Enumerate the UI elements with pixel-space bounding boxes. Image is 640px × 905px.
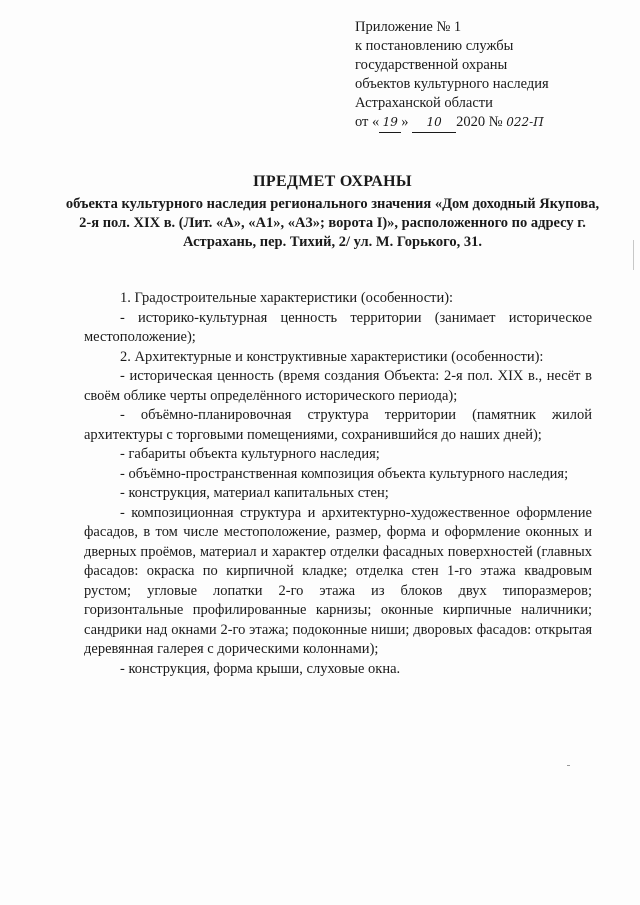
scan-speck [567, 765, 570, 766]
handwritten-day: 19 [379, 113, 401, 133]
paragraph-9: - композиционная структура и архитектурно-художественное оформление фасадов, в том числе местоположение, размер, форма и оформление оконных и дверных проёмов, материал и характер отделки фасадных поверхностей (главных фасадов: окраска по кирпичной кладке; отделка стен 1-го этажа квадровым рустом; угловые лопатки 2-го этажа из блоков двух типоразмеров; горизонтальные профилированные карнизы; оконные кирпичные наличники; сандрики над окнами 2-го этажа; подоконные ниши; дворовых фасадов: открытая деревянная галерея с дорическими колоннами); [84, 504, 592, 657]
date-year: 2020 № [456, 114, 503, 130]
document-body [84, 289, 592, 679]
appendix-header [355, 18, 615, 133]
title-main: ПРЕДМЕТ ОХРАНЫ [253, 173, 412, 190]
paragraph-2: - историко-культурная ценность территории (занимает историческое местоположение); [84, 309, 592, 345]
paragraph-10: - конструкция, форма крыши, слуховые окна. [120, 660, 401, 677]
paragraph-5: - объёмно-планировочная структура территории (памятник жилой архитектуры с торговыми помещениями, сохранившийся до наших дней); [84, 407, 592, 443]
paragraph-1: 1. Градостроительные характеристики (особенности): [120, 290, 454, 306]
title-subtitle: объекта культурного наследия регионального значения «Дом доходный Якупова, 2-я пол. XIX в. (Лит. «А», «А1», «А3»; ворота I)», расположенного по адресу г. Астрахань, пер. Тихий, 2/ ул. М. Горького, 31. [65, 196, 600, 250]
handwritten-number: 022-П [506, 115, 544, 129]
document-title [60, 173, 605, 252]
appendix-line-2: к постановлению службы [355, 38, 514, 54]
scan-margin-mark [633, 240, 634, 270]
paragraph-4: - историческая ценность (время создания Объекта: 2-я пол. XIX в., несёт в своём облике черты определённого исторического периода); [84, 368, 592, 404]
date-prefix: от « [355, 114, 380, 130]
handwritten-month: 10 [412, 113, 456, 133]
paragraph-6: - габариты объекта культурного наследия; [120, 446, 380, 462]
appendix-date-line [355, 113, 615, 133]
appendix-line-3: государственной охраны [355, 57, 508, 73]
paragraph-8: - конструкция, материал капитальных стен; [120, 485, 389, 501]
paragraph-3: 2. Архитектурные и конструктивные характеристики (особенности): [120, 348, 544, 365]
date-separator: » [401, 114, 409, 130]
appendix-line-1: Приложение № 1 [355, 19, 462, 35]
paragraph-7: - объёмно-пространственная композиция объекта культурного наследия; [120, 465, 569, 482]
appendix-line-4: объектов культурного наследия [355, 76, 549, 92]
appendix-line-5: Астраханской области [355, 95, 493, 111]
